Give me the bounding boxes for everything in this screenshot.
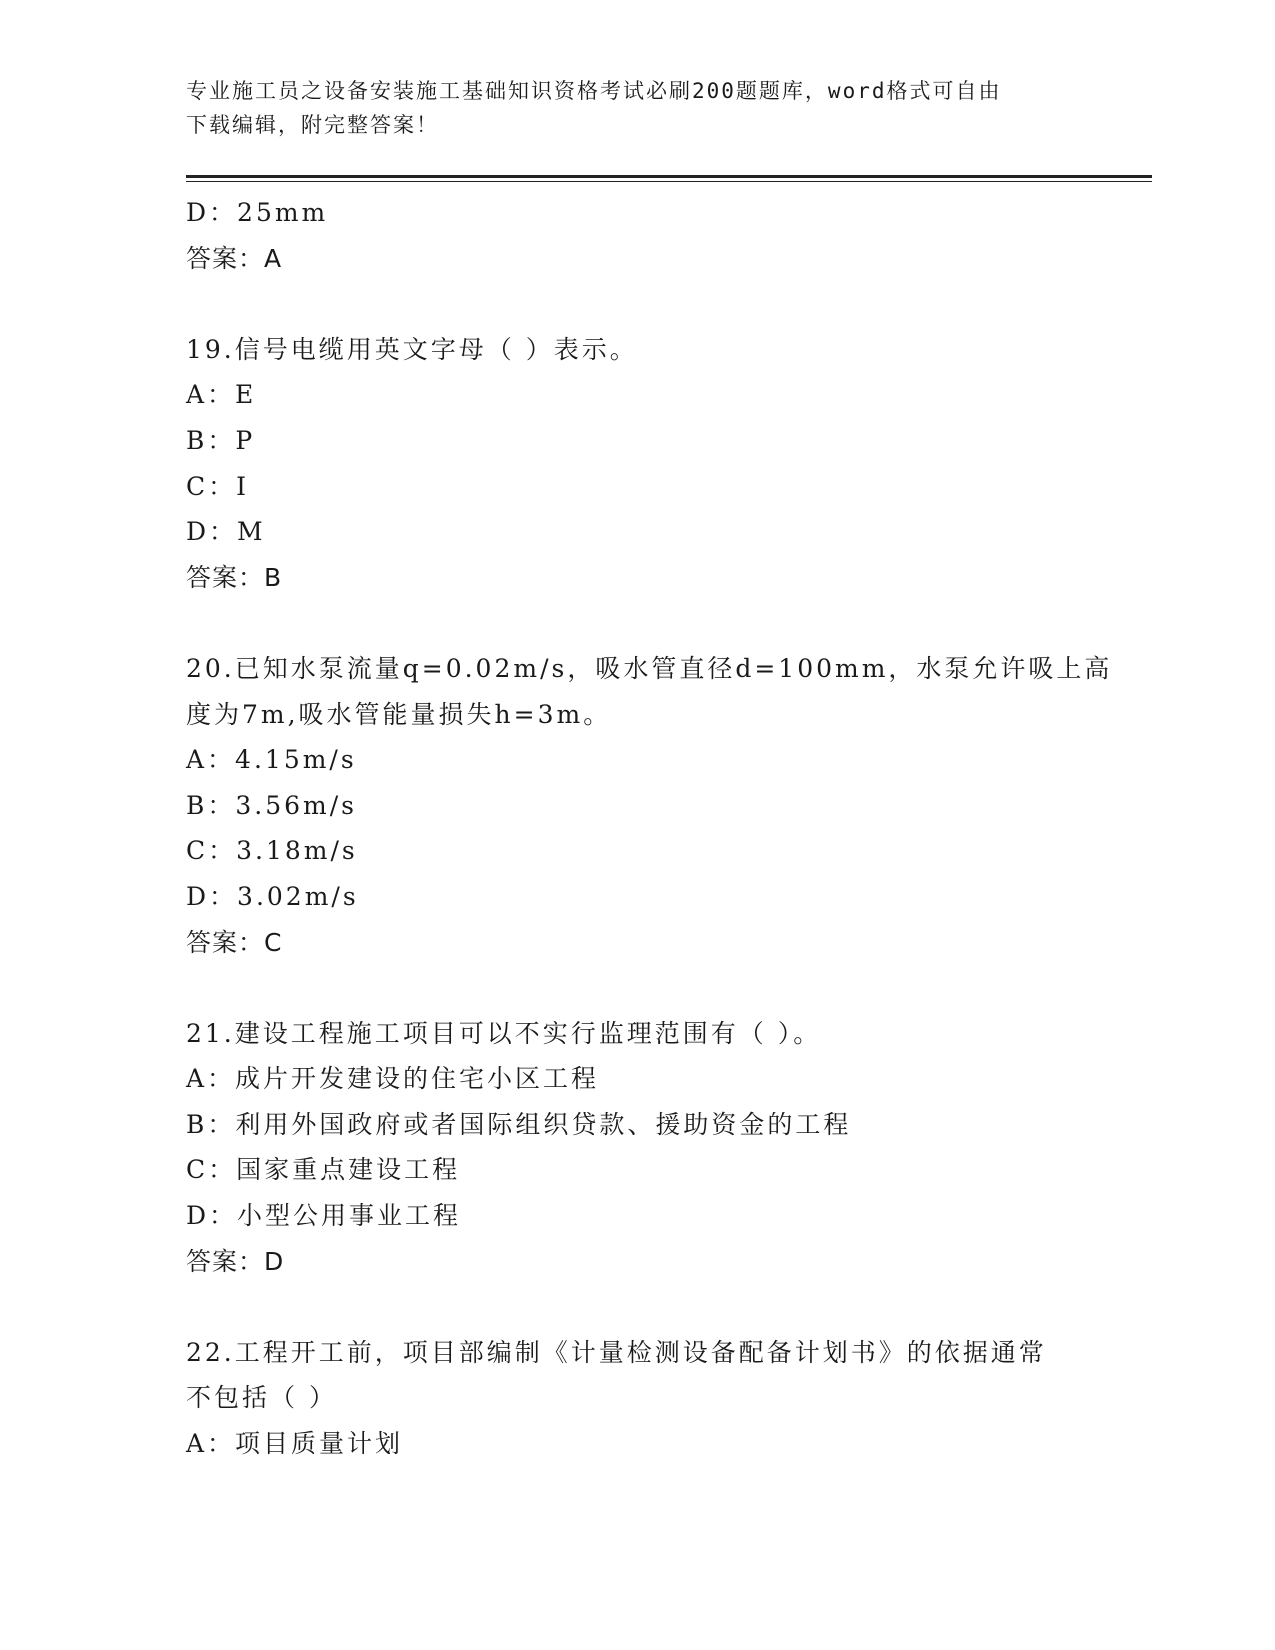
question-22-option-a: A：项目质量计划 xyxy=(186,1429,404,1459)
question-21-option-d: D：小型公用事业工程 xyxy=(186,1201,462,1231)
question-20-stem-line-1: 20.已知水泵流量q=0.02m/s，吸水管直径d=100mm，水泵允许吸上高 xyxy=(186,653,1113,683)
question-20-answer: 答案：C xyxy=(186,927,283,957)
question-20-stem-line-2: 度为7m,吸水管能量损失h=3m。 xyxy=(186,699,612,729)
question-21-answer: 答案：D xyxy=(186,1246,285,1276)
question-19-answer: 答案：B xyxy=(186,562,283,592)
header-rule-thin xyxy=(186,181,1152,182)
question-19-option-c: C：I xyxy=(186,471,250,501)
question-19-option-d: D：M xyxy=(186,517,266,547)
document-header xyxy=(186,74,1066,142)
question-content xyxy=(186,190,1113,1467)
answer-q18: 答案：A xyxy=(186,243,283,273)
header-line-1: 专业施工员之设备安装施工基础知识资格考试必刷200题题库，word格式可自由 xyxy=(186,79,1002,103)
header-line-2: 下载编辑，附完整答案！ xyxy=(186,113,439,137)
question-19-stem: 19.信号电缆用英文字母（ ）表示。 xyxy=(186,334,638,364)
header-rule-thick xyxy=(186,175,1152,178)
question-21-stem: 21.建设工程施工项目可以不实行监理范围有（ ）。 xyxy=(186,1018,822,1048)
question-19-option-a: A：E xyxy=(186,380,257,410)
question-22-stem-line-1: 22.工程开工前，项目部编制《计量检测设备配备计划书》的依据通常 xyxy=(186,1337,1047,1367)
question-22-stem-line-2: 不包括（ ） xyxy=(186,1383,337,1413)
question-21-option-c: C：国家重点建设工程 xyxy=(186,1155,461,1185)
option-d-q18: D：25mm xyxy=(186,198,329,227)
question-21-option-b: B：利用外国政府或者国际组织贷款、援助资金的工程 xyxy=(186,1109,852,1139)
question-20-option-d: D：3.02m/s xyxy=(186,881,359,911)
question-20-option-b: B：3.56m/s xyxy=(186,790,357,820)
question-20-option-a: A：4.15m/s xyxy=(186,745,357,775)
question-21-option-a: A：成片开发建设的住宅小区工程 xyxy=(186,1064,600,1094)
question-20-option-c: C：3.18m/s xyxy=(186,836,358,866)
question-19-option-b: B：P xyxy=(186,425,256,455)
